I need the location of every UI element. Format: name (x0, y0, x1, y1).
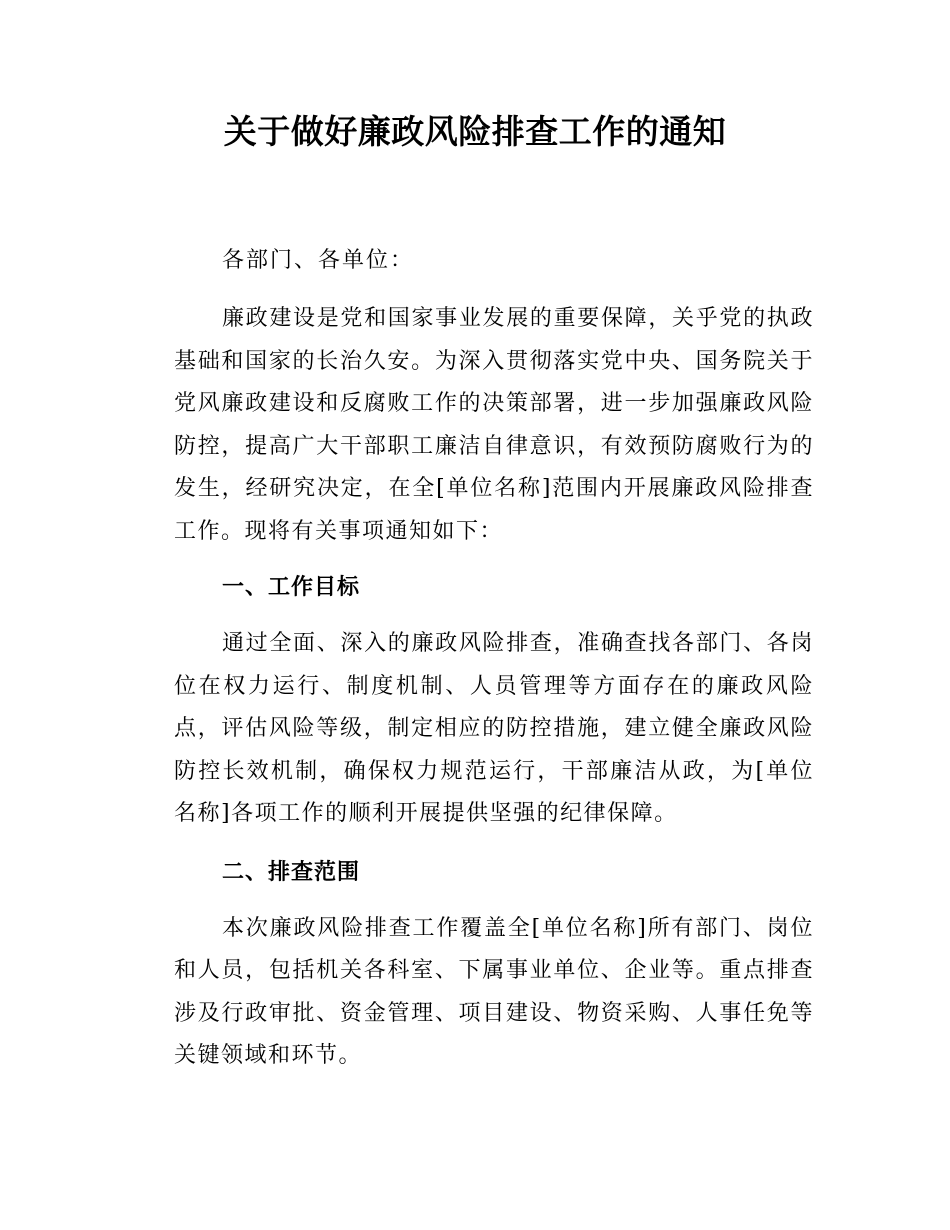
section-heading-goals: 一、工作目标 (222, 575, 361, 600)
intro-paragraph: 廉政建设是党和国家事业发展的重要保障，关乎党的执政基础和国家的长治久安。为深入贯彻落实党中央、国务院关于党风廉政建设和反腐败工作的决策部署，进一步加强廉政风险防控，提高广大干部职工廉洁自律意识，有效预防腐败行为的发生，经研究决定，在全[单位名称]范围内开展廉政风险排查工作。现将有关事项通知如下： (174, 306, 814, 544)
section-heading-scope: 二、排查范围 (222, 859, 361, 885)
section-body-goals: 通过全面、深入的廉政风险排查，准确查找各部门、各岗位在权力运行、制度机制、人员管理等方面存在的廉政风险点，评估风险等级，制定相应的防控措施，建立健全廉政风险防控长效机制，确保权力规范运行，干部廉洁从政，为[单位名称]各项工作的顺利开展提供坚强的纪律保障。 (174, 631, 814, 826)
salutation: 各部门、各单位： (222, 248, 415, 273)
document-title: 关于做好廉政风险排查工作的通知 (223, 112, 727, 151)
section-body-scope: 本次廉政风险排查工作覆盖全[单位名称]所有部门、岗位和人员，包括机关各科室、下属事业单位、企业等。重点排查涉及行政审批、资金管理、项目建设、物资采购、人事任免等关键领域和环节。 (174, 915, 814, 1068)
document-body (174, 240, 814, 1078)
